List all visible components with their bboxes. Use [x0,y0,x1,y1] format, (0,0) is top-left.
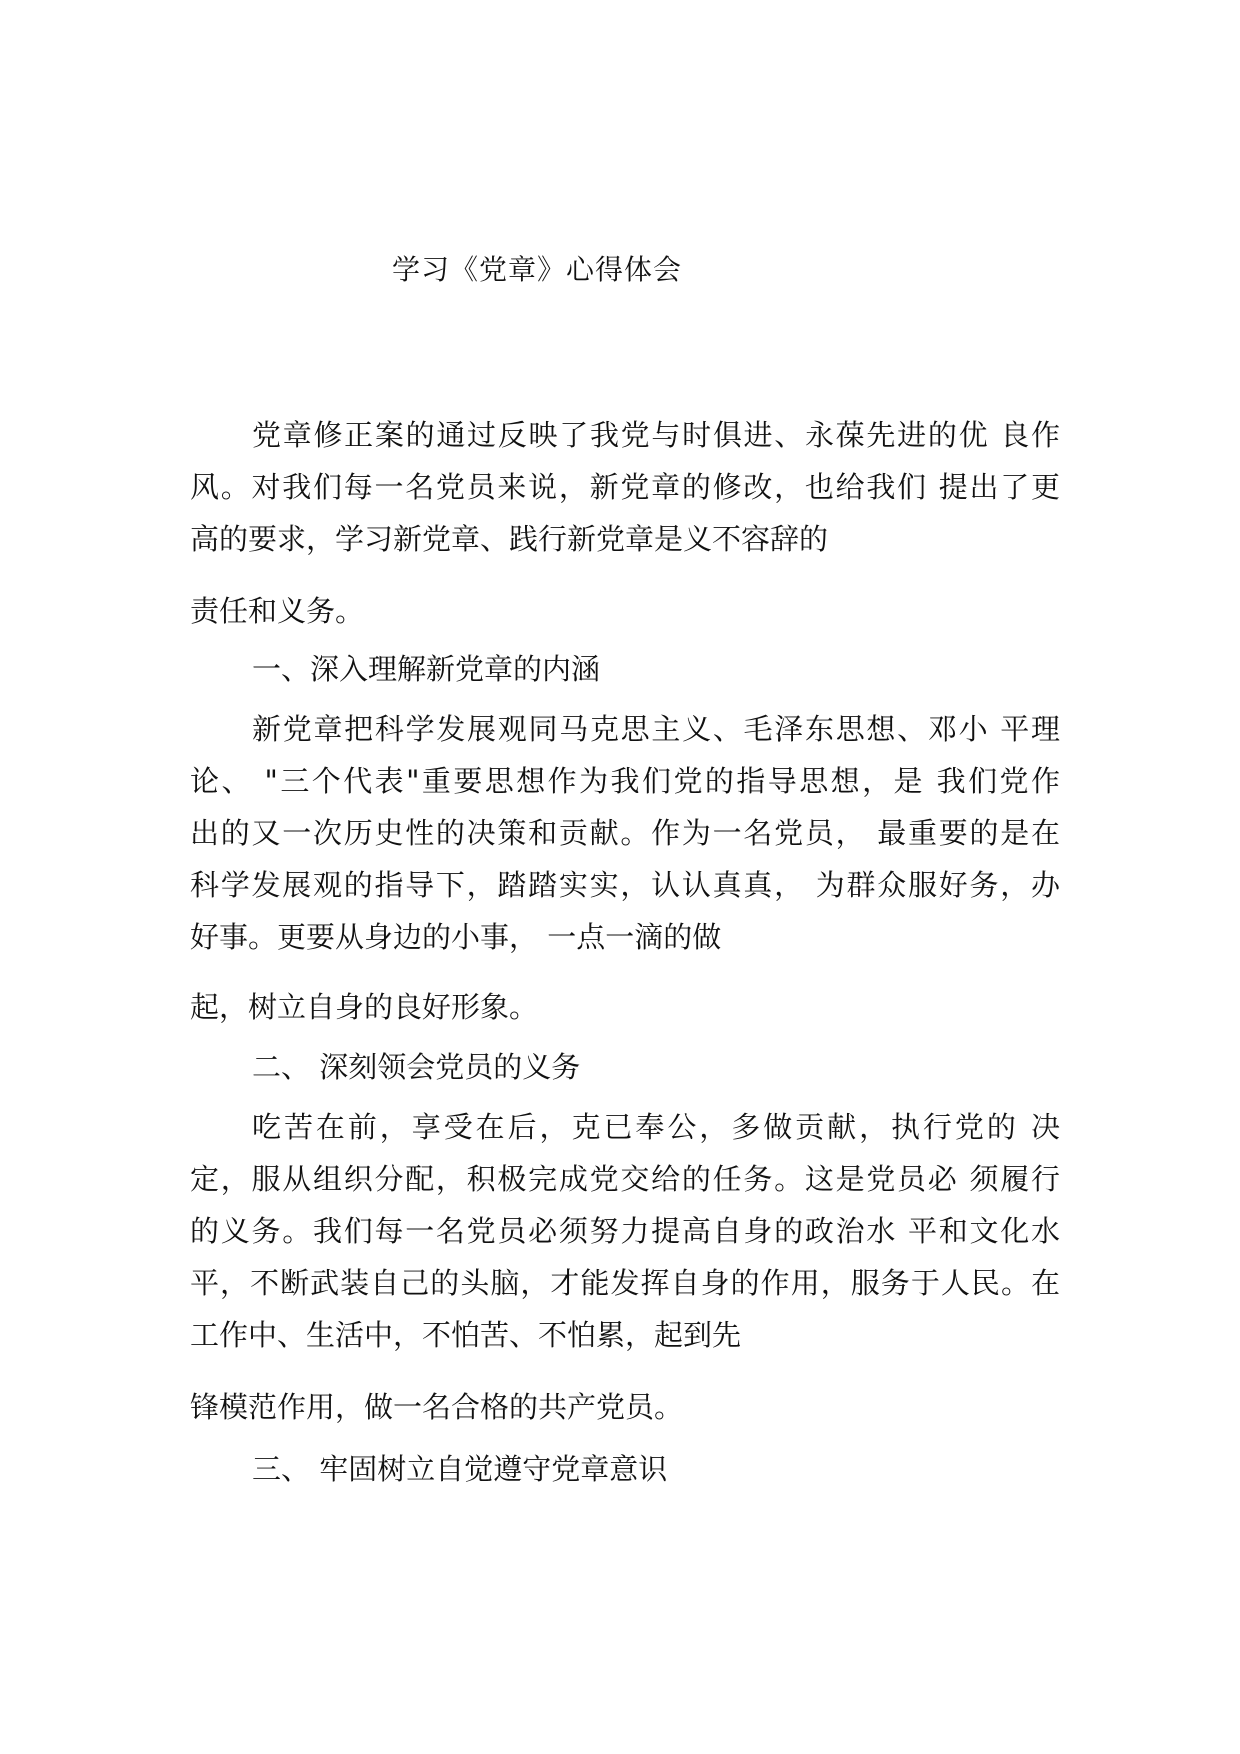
paragraph-2-line-2: 论、 "三个代表"重要思想作为我们党的指导思想，是 我们党作 [190,764,1060,798]
section-3-heading: 三、 牢固树立自觉遵守党章意识 [252,1452,668,1486]
paragraph-1-line-1: 党章修正案的通过反映了我党与时俱进、永葆先进的优 良作 [252,418,1060,452]
paragraph-3-line-1: 吃苦在前，享受在后，克已奉公，多做贡献，执行党的 决 [252,1110,1060,1144]
paragraph-3-line-2: 定，服从组织分配，积极完成党交给的任务。这是党员必 须履行 [190,1162,1060,1196]
section-1-heading: 一、深入理解新党章的内涵 [252,652,601,686]
paragraph-1-line-4: 责任和义务。 [190,594,365,628]
paragraph-2-line-1: 新党章把科学发展观同马克思主义、毛泽东思想、邓小 平理 [252,712,1060,746]
paragraph-2-line-5: 好事。更要从身边的小事， 一点一滴的做 [190,920,722,954]
paragraph-2-line-3: 出的又一次历史性的决策和贡献。作为一名党员， 最重要的是在 [190,816,1060,850]
paragraph-1-line-3: 高的要求，学习新党章、践行新党章是义不容辞的 [190,522,829,556]
paragraph-2-line-6: 起，树立自身的良好形象。 [190,990,539,1024]
paragraph-2-line-4: 科学发展观的指导下，踏踏实实，认认真真， 为群众服好务，办 [190,868,1060,902]
document-title: 学习《党章》心得体会 [392,253,683,286]
paragraph-3-line-6: 锋模范作用，做一名合格的共产党员。 [190,1390,684,1424]
paragraph-3-line-3: 的义务。我们每一名党员必须努力提高自身的政治水 平和文化水 [190,1214,1060,1248]
paragraph-1-line-2: 风。对我们每一名党员来说，新党章的修改，也给我们 提出了更 [190,470,1060,504]
section-2-heading: 二、 深刻领会党员的义务 [252,1050,581,1084]
paragraph-3-line-5: 工作中、生活中，不怕苦、不怕累，起到先 [190,1318,742,1352]
paragraph-3-line-4: 平，不断武装自己的头脑，才能发挥自身的作用，服务于人民。在 [190,1266,1060,1300]
